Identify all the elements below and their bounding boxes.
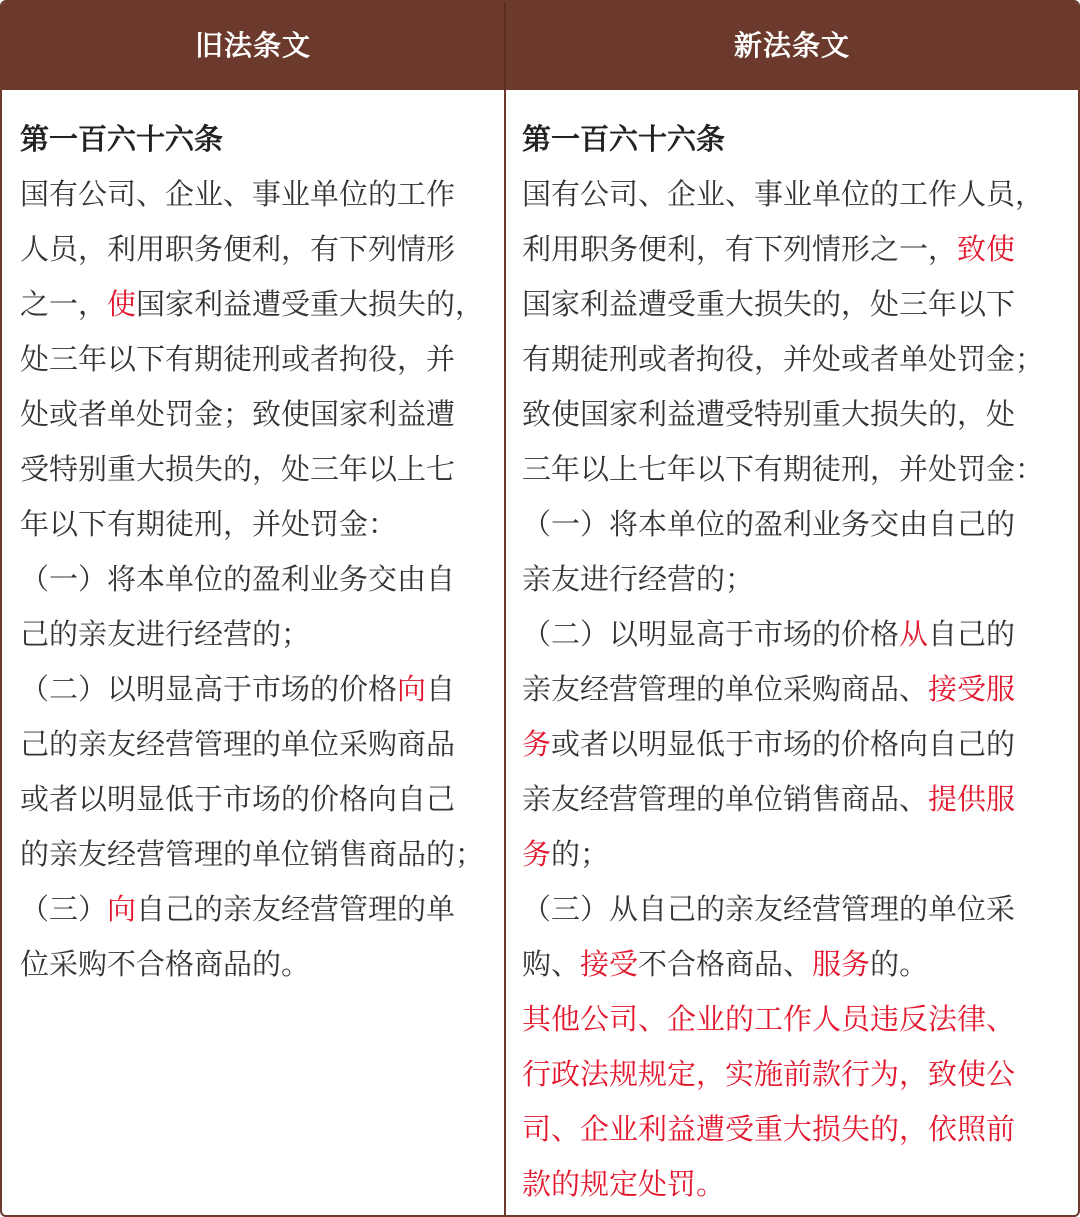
new-law-text: 致使国家利益遭受特别重大损失的，处 xyxy=(522,397,1016,431)
new-law-text: 国家利益遭受重大损失的，处三年以下 xyxy=(522,287,1016,321)
new-law-highlight-text: 行政法规规定，实施前款行为，致使公 xyxy=(522,1057,1016,1091)
new-article-title: 第一百六十六条 xyxy=(522,122,726,156)
old-law-text: 国家利益遭受重大损失的， xyxy=(136,287,485,321)
new-law-header: 新法条文 xyxy=(733,29,850,62)
new-law-text: 的。 xyxy=(870,947,929,981)
old-law-text-line xyxy=(20,662,490,717)
new-law-highlight-text: 款的规定处罚。 xyxy=(522,1167,726,1201)
new-law-text: （一）将本单位的盈利业务交由自己的 xyxy=(522,507,1016,541)
old-law-text-line xyxy=(20,332,490,387)
table-header xyxy=(2,2,1078,90)
new-law-text: 不合格商品、 xyxy=(638,947,813,981)
new-law-text-line xyxy=(522,1102,1052,1157)
new-law-text: 亲友经营管理的单位销售商品、 xyxy=(522,782,929,816)
old-law-text-line xyxy=(20,552,490,607)
old-law-text: （二）以明显高于市场的价格 xyxy=(20,672,398,706)
old-law-text: 自己的亲友经营管理的单 xyxy=(136,892,456,926)
old-law-text-line xyxy=(20,937,490,992)
new-law-text-line xyxy=(522,992,1052,1047)
new-law-column xyxy=(522,112,1052,1212)
new-law-highlight-text: 接受服 xyxy=(928,672,1016,706)
new-law-highlight-text: 接受 xyxy=(580,947,639,981)
new-law-text-line xyxy=(522,277,1052,332)
new-law-text: （二）以明显高于市场的价格 xyxy=(522,617,900,651)
new-law-text: 三年以上七年以下有期徒刑，并处罚金： xyxy=(522,452,1045,486)
old-law-text: 处三年以下有期徒刑或者拘役，并 xyxy=(20,342,456,376)
new-law-text-line xyxy=(522,442,1052,497)
new-law-text-line xyxy=(522,222,1052,277)
old-article-title: 第一百六十六条 xyxy=(20,122,224,156)
old-law-text: 人员，利用职务便利，有下列情形 xyxy=(20,232,456,266)
new-law-highlight-text: 司、企业利益遭受重大损失的，依照前 xyxy=(522,1112,1016,1146)
new-law-text-line xyxy=(522,937,1052,992)
new-law-text: 自己的 xyxy=(928,617,1016,651)
old-law-text-line xyxy=(20,717,490,772)
old-law-text: 或者以明显低于市场的价格向自己 xyxy=(20,782,456,816)
new-law-text: 国有公司、企业、事业单位的工作人员， xyxy=(522,177,1045,211)
old-law-text: 处或者单处罚金；致使国家利益遭 xyxy=(20,397,456,431)
old-law-text: 己的亲友进行经营的； xyxy=(20,617,311,651)
old-law-highlight-text: 向 xyxy=(397,672,427,706)
new-law-text: 亲友进行经营的； xyxy=(522,562,755,596)
old-law-text: 受特别重大损失的，处三年以上七 xyxy=(20,452,456,486)
old-law-highlight-text: 向 xyxy=(107,892,137,926)
old-law-text-line xyxy=(20,167,490,222)
old-law-text-line xyxy=(20,222,490,277)
new-law-text: 利用职务便利，有下列情形之一， xyxy=(522,232,958,266)
old-law-text-line xyxy=(20,442,490,497)
new-law-text: 或者以明显低于市场的价格向自己的 xyxy=(551,727,1016,761)
new-law-text-line xyxy=(522,497,1052,552)
new-law-text-line xyxy=(522,827,1052,882)
new-law-text-line xyxy=(522,387,1052,442)
old-law-text-line xyxy=(20,827,490,882)
old-law-text: 自 xyxy=(426,672,456,706)
old-law-column xyxy=(20,112,490,992)
old-law-text: 己的亲友经营管理的单位采购商品 xyxy=(20,727,456,761)
new-law-highlight-text: 致使 xyxy=(957,232,1016,266)
new-law-text: （三）从自己的亲友经营管理的单位采 xyxy=(522,892,1016,926)
new-law-highlight-text: 从 xyxy=(899,617,929,651)
new-law-text: 购、 xyxy=(522,947,581,981)
old-law-text-line xyxy=(20,882,490,937)
old-law-text: （一）将本单位的盈利业务交由自 xyxy=(20,562,456,596)
new-law-text-line xyxy=(522,332,1052,387)
old-law-text-line xyxy=(20,607,490,662)
old-law-highlight-text: 使 xyxy=(107,287,137,321)
old-law-text-line xyxy=(20,772,490,827)
new-law-text: 的； xyxy=(551,837,610,871)
old-law-text-line xyxy=(20,497,490,552)
new-law-highlight-text: 务 xyxy=(522,727,552,761)
new-law-text-line xyxy=(522,662,1052,717)
new-law-highlight-text: 服务 xyxy=(812,947,871,981)
old-law-header: 旧法条文 xyxy=(194,29,311,62)
old-law-text-line xyxy=(20,277,490,332)
column-divider xyxy=(504,90,506,1215)
new-law-text: 有期徒刑或者拘役，并处或者单处罚金； xyxy=(522,342,1045,376)
new-law-highlight-text: 务 xyxy=(522,837,552,871)
new-law-text-line xyxy=(522,1157,1052,1212)
old-law-text: 位采购不合格商品的。 xyxy=(20,947,311,981)
old-law-text: 的亲友经营管理的单位销售商品的； xyxy=(20,837,485,871)
new-law-text-line xyxy=(522,167,1052,222)
old-law-text: 年以下有期徒刑，并处罚金： xyxy=(20,507,398,541)
new-law-text-line xyxy=(522,772,1052,827)
old-law-text-line xyxy=(20,387,490,442)
new-law-text-line xyxy=(522,552,1052,607)
old-law-text: 国有公司、企业、事业单位的工作 xyxy=(20,177,456,211)
new-law-text-line xyxy=(522,882,1052,937)
new-law-highlight-text: 其他公司、企业的工作人员违反法律、 xyxy=(522,1002,1016,1036)
new-law-text-line xyxy=(522,717,1052,772)
new-law-text: 亲友经营管理的单位采购商品、 xyxy=(522,672,929,706)
new-law-text-line xyxy=(522,607,1052,662)
old-law-text: （三） xyxy=(20,892,108,926)
new-law-text-line xyxy=(522,1047,1052,1102)
new-law-highlight-text: 提供服 xyxy=(928,782,1016,816)
old-law-text: 之一， xyxy=(20,287,108,321)
